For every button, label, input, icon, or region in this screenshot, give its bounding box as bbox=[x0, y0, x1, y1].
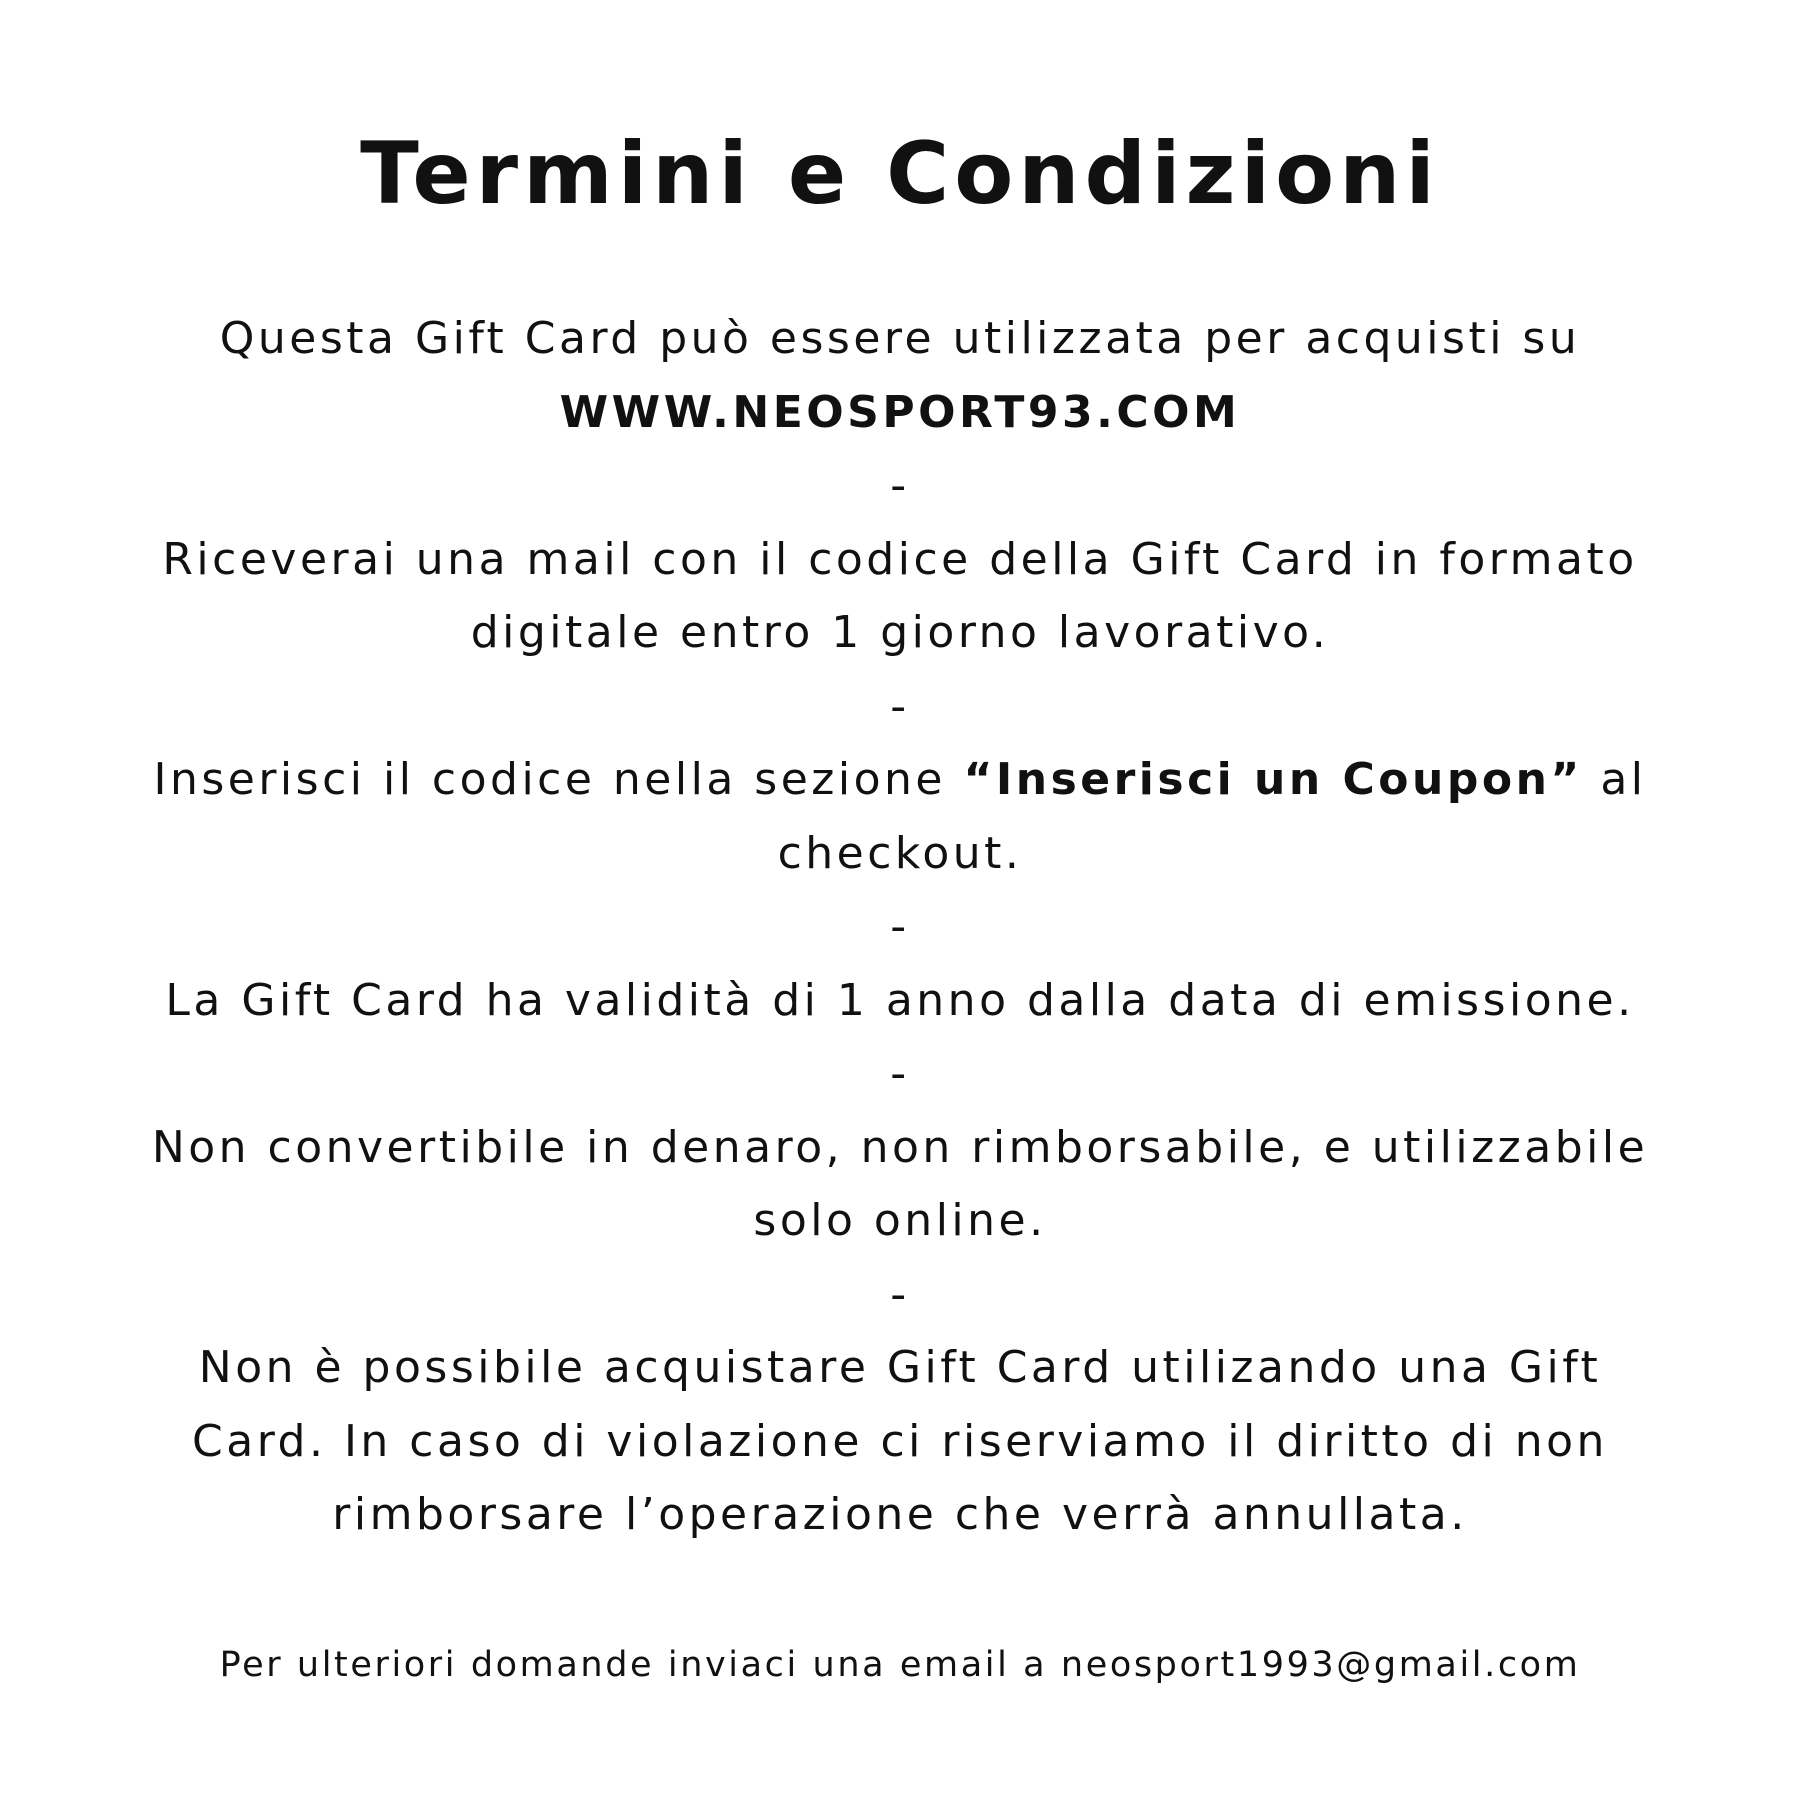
separator: - bbox=[890, 901, 910, 952]
terms-line: solo online. bbox=[753, 1195, 1047, 1246]
terms-line: Non è possibile acquistare Gift Card utilizando una Gift bbox=[198, 1342, 1602, 1393]
terms-line bbox=[60, 743, 1740, 817]
terms-line: checkout. bbox=[777, 827, 1023, 879]
separator: - bbox=[890, 460, 910, 511]
contact-footer: Per ulteriori domande inviaci una email a neosport1993@gmail.com bbox=[219, 1645, 1581, 1685]
separator: - bbox=[890, 1268, 910, 1320]
terms-line: Card. In caso di violazione ci riserviamo il diritto di non bbox=[192, 1415, 1608, 1467]
terms-text: al bbox=[1582, 754, 1647, 805]
separator: - bbox=[890, 680, 910, 732]
terms-line: Non convertibile in denaro, non rimborsabile, e utilizzabile bbox=[151, 1121, 1649, 1173]
website-link[interactable]: WWW.NEOSPORT93.COM bbox=[559, 386, 1241, 438]
terms-body bbox=[60, 302, 1740, 1552]
separator: - bbox=[890, 1048, 910, 1099]
terms-line: La Gift Card ha validità di 1 anno dalla data di emissione. bbox=[165, 974, 1635, 1026]
terms-line: rimborsare l’operazione che verrà annullata. bbox=[332, 1489, 1468, 1540]
terms-line: Riceverai una mail con il codice della Gift Card in formato bbox=[162, 533, 1638, 585]
page-title: Termini e Condizioni bbox=[360, 124, 1440, 224]
coupon-section-name: “Inserisci un Coupon” bbox=[963, 754, 1583, 805]
terms-text: Inserisci il codice nella sezione bbox=[153, 754, 964, 805]
terms-line: digitale entro 1 giorno lavorativo. bbox=[470, 607, 1330, 658]
terms-line: Questa Gift Card può essere utilizzata per acquisti su bbox=[219, 313, 1581, 364]
